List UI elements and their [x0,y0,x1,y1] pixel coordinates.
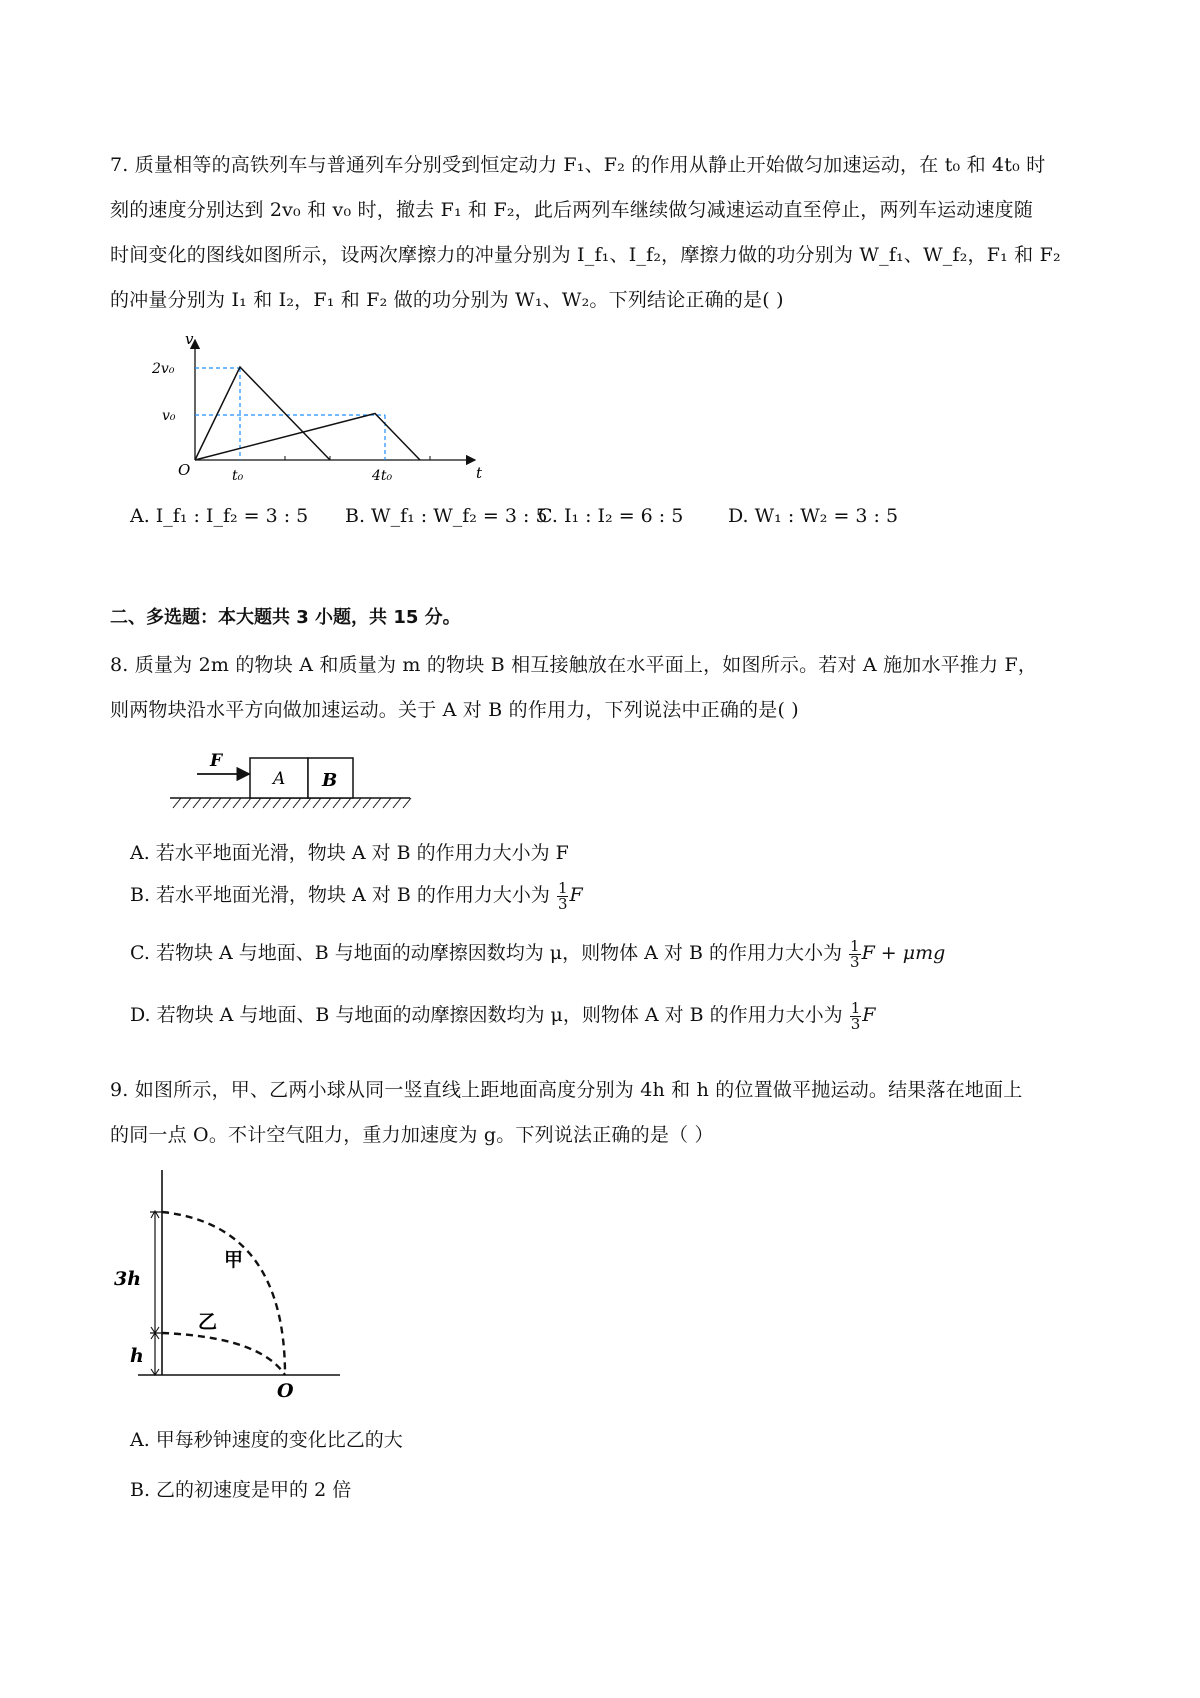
q8-line-1: 8. 质量为 2m 的物块 A 和质量为 m 的物块 B 相互接触放在水平面上，如图所示。若对 A 施加水平推力 F， [110,654,1038,676]
y-axis-label: v [185,330,194,348]
q9-projectile-figure [110,1165,350,1400]
q8-option-d[interactable]: D. 若物块 A 与地面、B 与地面的动摩擦因数均为 μ，则物体 A 对 B 的作用力大小为 $\frac{1}{3}$ F [130,998,876,1033]
trajectory-yi [162,1333,285,1375]
q7-line-1: 7. 质量相等的高铁列车与普通列车分别受到恒定动力 F₁、F₂ 的作用从静止开始做匀加速运动，在 t₀ 和 4t₀ 时 [110,154,1046,176]
q7-line-4: 的冲量分别为 I₁ 和 I₂，F₁ 和 F₂ 做的功分别为 W₁、W₂。下列结论正确的是( ) [110,289,784,311]
q7-option-d[interactable]: D. W₁ : W₂ = 3 : 5 [728,505,899,527]
q7-line-2: 刻的速度分别达到 2v₀ 和 v₀ 时，撤去 F₁ 和 F₂，此后两列车继续做匀减速运动直至停止，两列车运动速度随 [110,199,1034,221]
q9-line-2: 的同一点 O。不计空气阻力，重力加速度为 g。下列说法正确的是（ ） [110,1124,714,1146]
q9-option-b[interactable]: B. 乙的初速度是甲的 2 倍 [130,1479,352,1501]
block-a-label: A [273,769,286,789]
q7-option-b[interactable]: B. W_f₁ : W_f₂ = 3 : 5 [345,505,548,527]
q8-option-b[interactable]: B. 若水平地面光滑，物块 A 对 B 的作用力大小为 $\frac{1}{3}$ F [130,878,583,913]
force-label: F [210,751,223,771]
q7-option-c[interactable]: C. I₁ : I₂ = 6 : 5 [538,505,684,527]
y-tick-v0: v₀ [162,408,176,424]
fraction-one-third: $\frac{1}{3}$ [850,998,861,1033]
q8-option-a[interactable]: A. 若水平地面光滑，物块 A 对 B 的作用力大小为 F [130,842,569,864]
trajectory-jia [162,1212,285,1375]
fraction-one-third: $\frac{1}{3}$ [557,878,568,913]
x-tick-4t0: 4t₀ [372,468,393,484]
q7-option-a[interactable]: A. I_f₁ : I_f₂ = 3 : 5 [130,505,309,527]
q8-line-2: 则两物块沿水平方向做加速运动。关于 A 对 B 的作用力，下列说法中正确的是( ) [110,699,799,721]
q8-blocks-figure [165,740,415,815]
block-b-label: B [322,770,338,791]
x-axis-label: t [476,464,483,482]
label-3h: 3h [114,1268,142,1290]
q9-line-1: 9. 如图所示，甲、乙两小球从同一竖直线上距地面高度分别为 4h 和 h 的位置做平抛运动。结果落在地面上 [110,1079,1023,1101]
label-o: O [277,1380,294,1400]
y-tick-2v0: 2v₀ [152,361,175,377]
fraction-one-third: $\frac{1}{3}$ [850,936,860,971]
x-tick-t0: t₀ [232,468,244,484]
q7-velocity-time-graph [150,330,490,490]
q8-option-c[interactable]: C. 若物块 A 与地面、B 与地面的动摩擦因数均为 μ，则物体 A 对 B 的作用力大小为 $\frac{1}{3}$ F + μmg [130,936,946,971]
q9-option-a[interactable]: A. 甲每秒钟速度的变化比乙的大 [130,1429,403,1451]
section-title: 二、多选题：本大题共 3 小题，共 15 分。 [110,607,461,628]
q7-line-3: 时间变化的图线如图所示，设两次摩擦力的冲量分别为 I_f₁、I_f₂，摩擦力做的功分别为 W_f₁、W_f₂，F₁ 和 F₂ [110,244,1061,266]
series-line-1 [195,367,330,460]
label-h: h [130,1345,144,1367]
label-yi: 乙 [198,1311,218,1333]
label-jia: 甲 [224,1249,244,1271]
origin-label: O [178,461,191,479]
